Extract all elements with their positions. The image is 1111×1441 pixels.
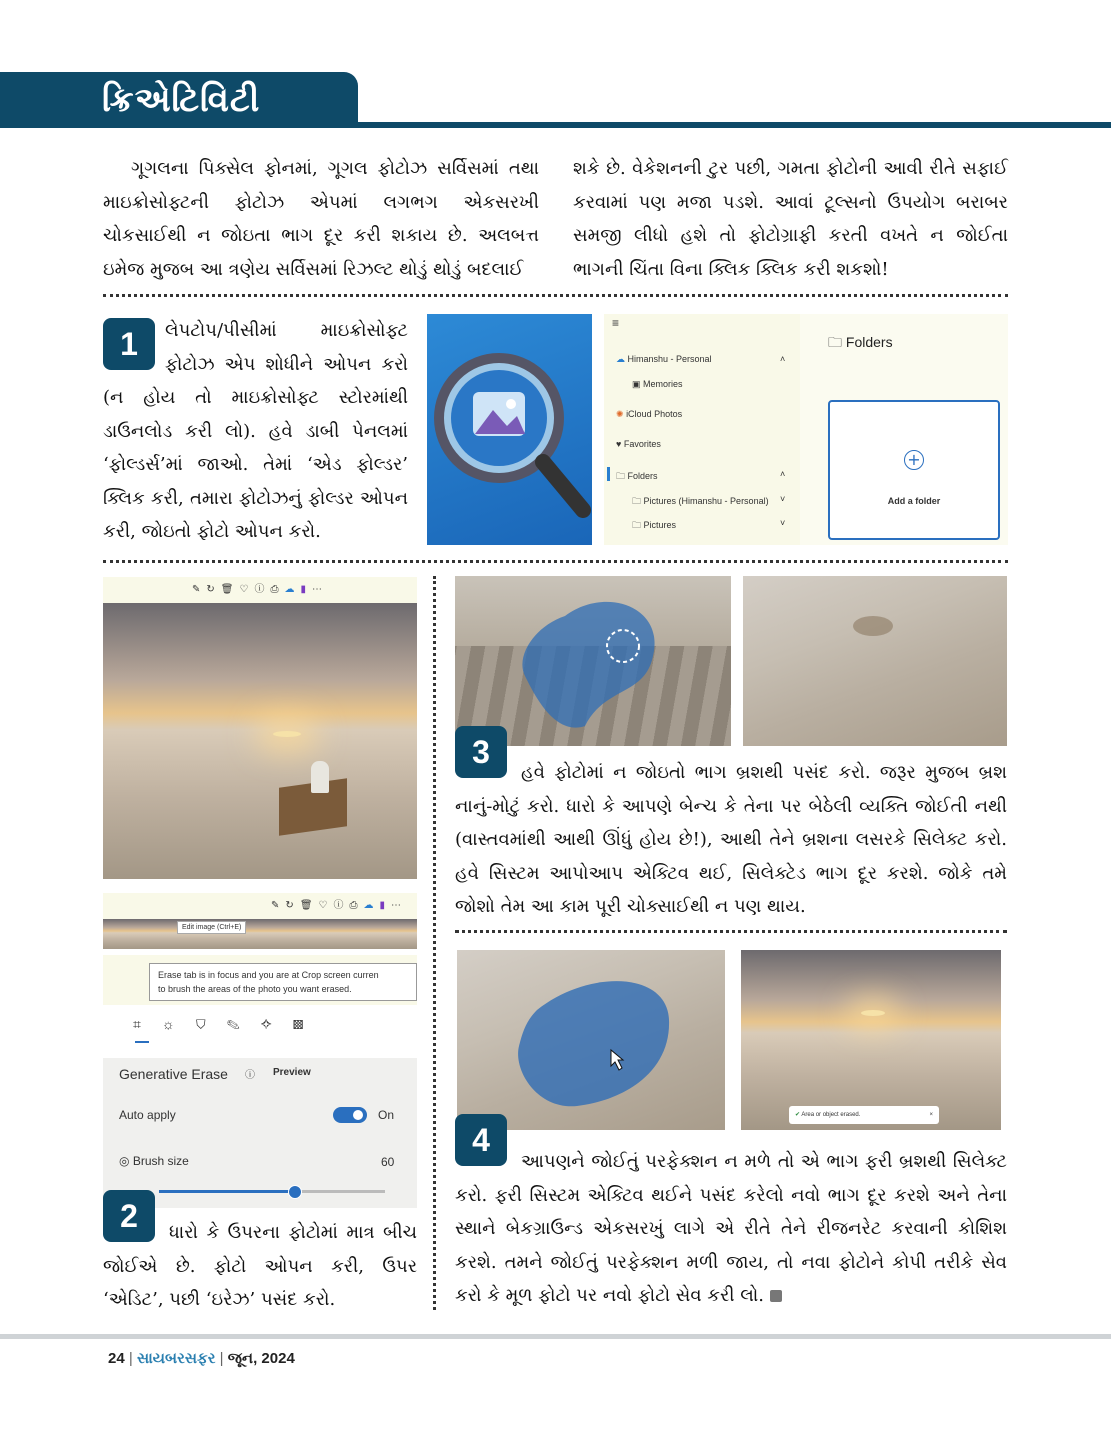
step-2-badge: 2	[103, 1190, 155, 1242]
folder-icon: 🗀	[632, 496, 642, 506]
cloud-icon: ☁	[616, 354, 625, 364]
rotate-icon[interactable]: ↻	[206, 584, 221, 595]
column-divider	[433, 576, 436, 1310]
close-icon[interactable]: ×	[929, 1112, 933, 1118]
step-4-badge: 4	[455, 1114, 507, 1166]
print-icon[interactable]: ⎙	[349, 900, 364, 911]
heart-icon[interactable]: ♡	[239, 584, 255, 595]
header-rule	[0, 122, 1111, 128]
background-icon[interactable]: ▩	[292, 1016, 325, 1032]
auto-apply-label: Auto apply	[119, 1108, 176, 1122]
erase-info-box	[149, 963, 417, 1001]
photo-strip	[103, 919, 417, 949]
nav-item-icloud-photos[interactable]: ✺ iCloud Photos	[616, 409, 683, 419]
image-toolbar[interactable]	[103, 893, 417, 919]
step-3-text: હવે ફોટોમાં ન જોઇતો ભાગ બ્રશથી પસંદ કરો. જરૂર મુજબ બ્રશ નાનું-મોટું કરો. ધારો કે આપણે બેન્ચ કે તેના પર બેઠેલી વ્યક્તિ જોઈતી નથી (વાસ્તવમાંથી આથી ઊંધું હોય છે!), આથી તેને બ્રશના લસરકે સિલેક્ટ કરો. હવે સિસ્ટમ આપોઆપ એક્ટિવ થઈ, સિલેક્ટેડ ભાગ દૂર કરશે. જોકે તમે જોશો તેમ આ કામ પૂરી ચોક્સાઈથી ન પણ થાય.	[455, 762, 1007, 917]
step-4-text: આપણને જોઈતું પરફેક્શન ન મળે તો એ ભાગ ફરી બ્રશથી સિલેક્ટ કરો. ફરી સિસ્ટમ એક્ટિવ થઈને પસંદ કરેલો નવો ભાગ દૂર કરશે અને તેના સ્થાને બેકગ્રાઉન્ડ એકસરખું લાગે એ રીતે તેને રીજનરેટ કરવાની કોશિશ કરશે. તમને જોઈતું પરફેક્શન મળી જાય, તો નવા ફોટોને કોપી તરીકે સેવ કરો કે મૂળ ફોટો પર નવો ફોટો સેવ કરી લો.	[455, 1151, 1007, 1306]
section-title: ક્રિએટિવિટી	[102, 80, 261, 120]
filter-icon[interactable]: ⛉	[195, 1016, 227, 1032]
brush-selection-photo	[455, 576, 731, 746]
add-icon: +	[904, 450, 924, 470]
brush-icon: ◎	[119, 1154, 130, 1168]
rotate-icon[interactable]: ↻	[285, 900, 300, 911]
nav-pane	[604, 314, 800, 545]
more-icon[interactable]: ⋯	[391, 900, 407, 911]
final-result-photo	[741, 950, 1001, 1130]
divider	[103, 294, 1008, 297]
end-mark-icon	[770, 1290, 782, 1302]
folder-icon: 🗀	[616, 471, 626, 481]
beach-bench-photo	[103, 603, 417, 879]
folders-screenshot	[604, 314, 1008, 545]
step-1-text: લેપટોપ/પીસીમાં માઇક્રોસોફ્ટ ફોટોઝ એપ શોધીને ઓપન કરો (ન હોય તો માઇક્રોસોફ્ટ સ્ટોરમાંથી ડાઉનલોડ કરી લો). હવે ડાબી પેનલમાં ‘ફોલ્ડર્સ’માં જાઓ. તેમાં ‘એડ ફોલ્ડર’ ક્લિક કરી, તમારા ફોટોઝનું ફોલ્ડર ઓપન કરી, જોઇતો ફોટો ઓપન કરો.	[103, 320, 408, 542]
nav-item-pictures[interactable]: 🗀 Pictures	[632, 520, 677, 530]
markup-icon[interactable]: ✎	[226, 1016, 261, 1032]
nav-item-pictures-personal[interactable]: 🗀 Pictures (Himanshu - Personal)	[632, 496, 769, 506]
chevron-down-icon[interactable]: ˅	[780, 494, 786, 504]
divider	[103, 560, 1008, 563]
auto-apply-state: On	[378, 1108, 395, 1122]
print-icon[interactable]: ⎙	[270, 584, 285, 595]
nav-item-folders[interactable]: 🗀 Folders	[616, 471, 658, 481]
info-bar	[103, 955, 417, 1005]
edit-ui-screenshot	[103, 893, 417, 1008]
nav-item-himanshu-personal[interactable]: ☁ Himanshu - Personal	[616, 354, 712, 364]
erase-toast: ✔ Area or object erased. ×	[789, 1106, 939, 1124]
edit-tools-row	[103, 1008, 417, 1052]
auto-apply-toggle[interactable]	[333, 1107, 367, 1123]
icloud-icon: ✺	[616, 409, 624, 419]
nav-item-memories[interactable]: ▣ Memories	[632, 379, 683, 389]
info-icon[interactable]: ⓘ	[245, 1070, 255, 1081]
erase-icon[interactable]: ✧	[260, 1016, 293, 1032]
delete-icon[interactable]: 🗑	[299, 900, 319, 911]
cloud-icon[interactable]: ☁	[363, 900, 380, 911]
nav-item-favorites[interactable]: ♥ Favorites	[616, 439, 661, 449]
edit-icon[interactable]: ✎	[271, 900, 286, 911]
magazine-name: સાયબરસફર	[136, 1350, 216, 1367]
reselection-overlay	[457, 950, 725, 1130]
magnifier-photo-icon	[427, 314, 592, 545]
active-tab-indicator	[135, 1041, 149, 1043]
reselection-photo	[457, 950, 725, 1130]
folder-icon: 🗀	[828, 334, 842, 350]
more-icon[interactable]: ⋯	[311, 584, 328, 595]
sun-glow	[861, 1010, 885, 1016]
info-line-2: to brush the areas of the photo you want erased.	[158, 984, 352, 994]
preview-badge: Preview	[273, 1067, 311, 1078]
selected-indicator	[607, 467, 610, 481]
chevron-up-icon[interactable]: ˄	[780, 469, 786, 479]
brush-size-value: 60	[381, 1155, 395, 1169]
image-toolbar[interactable]	[103, 577, 417, 603]
divider	[455, 930, 1007, 933]
footer-rule	[0, 1334, 1111, 1339]
add-folder-label: Add a folder	[887, 496, 941, 506]
info-icon[interactable]: ⓘ	[254, 584, 271, 595]
folders-heading: 🗀 Folders	[828, 334, 893, 350]
step-3-badge: 3	[455, 726, 507, 778]
footer: 24 | સાયબરસફર | જૂન, 2024	[108, 1350, 295, 1367]
erase-artifact	[853, 616, 893, 636]
brush-slider-track[interactable]	[159, 1190, 385, 1193]
info-line-1: Erase tab is in focus and you are at Crop screen curren	[158, 970, 379, 980]
page-number: 24	[108, 1350, 125, 1367]
add-folder-button[interactable]	[828, 400, 1000, 540]
panel-title: Generative Erase	[119, 1066, 228, 1082]
info-icon[interactable]: ⓘ	[333, 900, 350, 911]
step-1-badge: 1	[103, 318, 155, 370]
clipchamp-icon[interactable]: ▮	[379, 900, 391, 911]
person	[311, 761, 329, 793]
brush-size-row: ◎ Brush size	[119, 1154, 189, 1168]
heart-icon: ♥	[616, 439, 622, 449]
folders-main	[800, 314, 1008, 545]
adjust-icon[interactable]: ☼	[161, 1016, 196, 1032]
step-2-text: ધારો કે ઉપરના ફોટોમાં માત્ર બીચ જોઈએ છે. ફોટો ઓપન કરી, ઉપર ‘એડિટ’, પછી ‘ઇરેઝ’ પસંદ કરો.	[103, 1222, 417, 1310]
brush-slider-thumb[interactable]	[288, 1185, 302, 1199]
generative-erase-panel	[103, 1058, 417, 1208]
clipchamp-icon[interactable]: ▮	[300, 584, 312, 595]
chevron-down-icon[interactable]: ˅	[780, 518, 786, 528]
edit-photo-screenshot	[103, 577, 417, 879]
crop-icon[interactable]: ⌗	[133, 1016, 162, 1032]
memories-icon: ▣	[632, 379, 641, 389]
photos-app-icon-image	[427, 314, 592, 545]
folder-icon: 🗀	[632, 520, 642, 530]
cloud-icon[interactable]: ☁	[284, 584, 301, 595]
check-icon: ✔	[795, 1112, 801, 1118]
erased-result-photo	[743, 576, 1007, 746]
sun-glow	[273, 731, 301, 737]
issue-date: જૂન, 2024	[227, 1350, 295, 1367]
brush-selection-overlay	[455, 576, 731, 746]
delete-icon[interactable]: 🗑	[220, 584, 240, 595]
brush-slider-fill	[159, 1190, 295, 1193]
heart-icon[interactable]: ♡	[318, 900, 334, 911]
intro-left-column: ગૂગલના પિક્સેલ ફોનમાં, ગૂગલ ફોટોઝ સર્વિસમાં તથા માઇક્રોસોફ્ટની ફોટોઝ એપમાં લગભગ એકસરખી ચોકસાઈથી ન જોઇતા ભાગ દૂર કરી શકાય છે. અલબત્ત ઇમેજ મુજબ આ ત્રણેય સર્વિસમાં રિઝલ્ટ થોડું થોડું બદલાઈ	[103, 158, 539, 280]
edit-tooltip: Edit image (Ctrl+E)	[177, 921, 246, 934]
menu-icon[interactable]: ≡	[612, 316, 620, 330]
toggle-knob	[353, 1110, 363, 1120]
chevron-up-icon[interactable]: ˄	[780, 354, 786, 364]
intro-right-column: શકે છે. વેકેશનની ટુર પછી, ગમતા ફોટોની આવી રીતે સફાઈ કરવામાં પણ મજા પડશે. આવાં ટૂલ્સનો ઉપયોગ બરાબર સમજી લીધો હશે તો ફોટોગ્રાફી કરતી વખતે ન જોઈતા ભાગની ચિંતા વિના ક્લિક ક્લિક કરી શકશો!	[573, 158, 1008, 280]
edit-icon[interactable]: ✎	[192, 584, 207, 595]
